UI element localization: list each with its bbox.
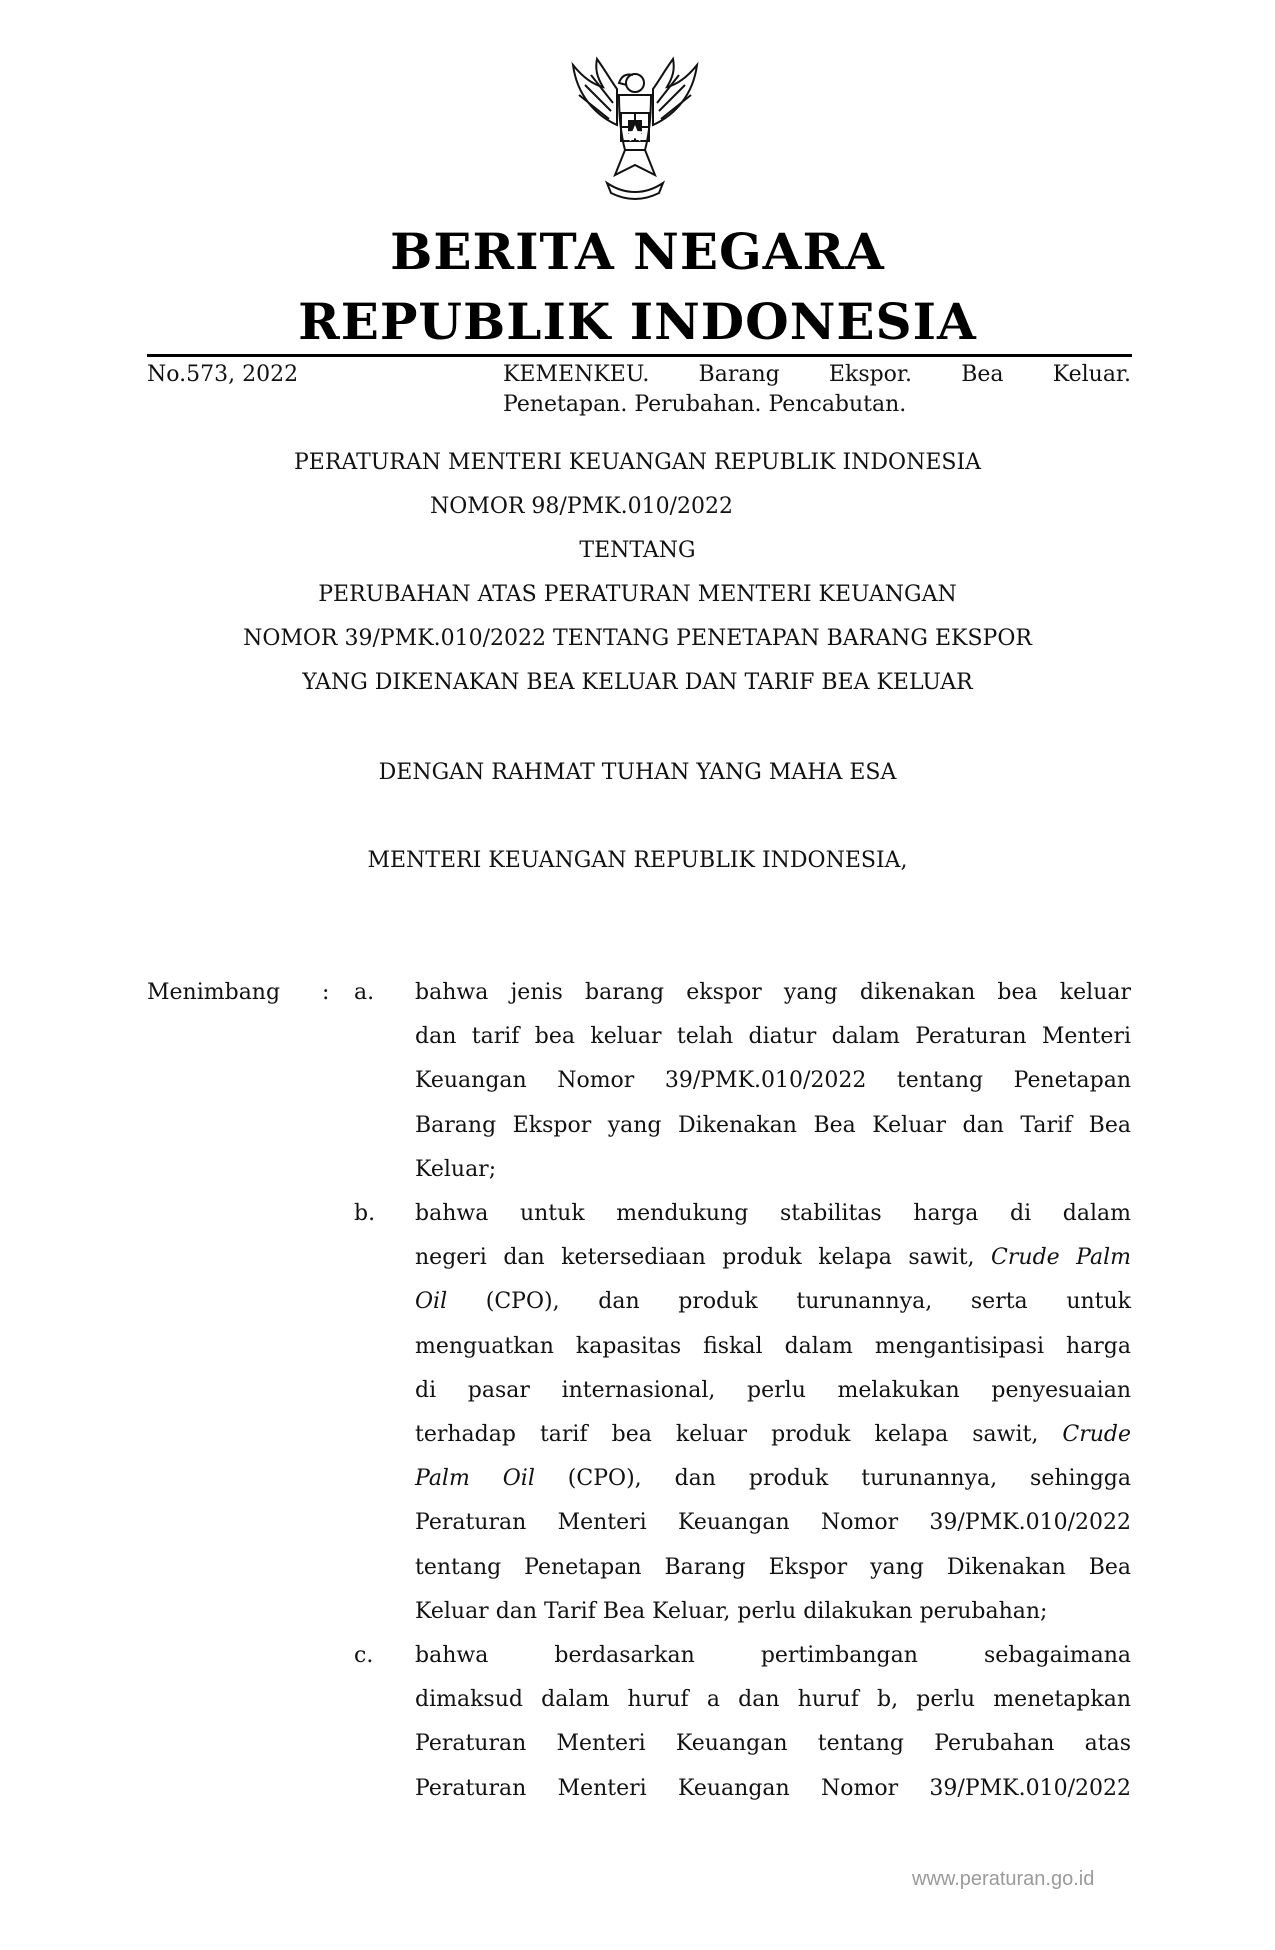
item-b-line: Palm Oil (CPO), dan produk turunannya, sehingga xyxy=(415,1466,1131,1492)
menimbang-colon: : xyxy=(322,980,330,1005)
item-b-line: Peraturan Menteri Keuangan Nomor 39/PMK.010/2022 xyxy=(415,1510,1131,1536)
regulation-subject-line1: PERUBAHAN ATAS PERATURAN MENTERI KEUANGAN xyxy=(318,582,957,607)
item-c-line: dimaksud dalam huruf a dan huruf b, perlu menetapkan xyxy=(415,1687,1131,1713)
regulation-subject-line3: YANG DIKENAKAN BEA KELUAR DAN TARIF BEA KELUAR xyxy=(302,670,973,695)
website-watermark: www.peraturan.go.id xyxy=(912,1868,1095,1890)
item-b-line: terhadap tarif bea keluar produk kelapa sawit, Crude xyxy=(415,1421,1131,1447)
menimbang-label: Menimbang xyxy=(147,980,281,1005)
gazette-subject-line1: KEMENKEU. Barang Ekspor. Bea Keluar. xyxy=(503,362,1132,387)
item-letter-a: a. xyxy=(354,980,375,1005)
item-b-line: bahwa untuk mendukung stabilitas harga di dalam xyxy=(415,1201,1131,1226)
rahmat-line: DENGAN RAHMAT TUHAN YANG MAHA ESA xyxy=(378,760,897,785)
masthead-title: BERITA NEGARA xyxy=(390,222,885,281)
item-a-line: dan tarif bea keluar telah diatur dalam Peraturan Menteri xyxy=(415,1024,1131,1050)
gazette-number: No.573, 2022 xyxy=(147,362,299,387)
item-b-line: Oil (CPO), dan produk turunannya, serta untuk xyxy=(415,1289,1131,1315)
item-a-line: Keuangan Nomor 39/PMK.010/2022 tentang Penetapan xyxy=(415,1068,1131,1094)
item-a-line: Barang Ekspor yang Dikenakan Bea Keluar dan Tarif Bea xyxy=(415,1112,1131,1138)
item-letter-b: b. xyxy=(354,1201,376,1226)
regulation-subject-line2: NOMOR 39/PMK.010/2022 TENTANG PENETAPAN BARANG EKSPOR xyxy=(243,626,1032,651)
item-b-line: menguatkan kapasitas fiskal dalam mengantisipasi harga xyxy=(415,1333,1131,1359)
minister-line: MENTERI KEUANGAN REPUBLIK INDONESIA, xyxy=(367,848,908,873)
regulation-number: NOMOR 98/PMK.010/2022 xyxy=(430,494,733,519)
item-a-line: Keluar; xyxy=(415,1156,497,1182)
item-a-line: bahwa jenis barang ekspor yang dikenakan bea keluar xyxy=(415,980,1131,1005)
item-c-line: bahwa berdasarkan pertimbangan sebagaimana xyxy=(415,1643,1131,1668)
masthead-subtitle: REPUBLIK INDONESIA xyxy=(298,292,977,351)
item-b-line: Keluar dan Tarif Bea Keluar, perlu dilakukan perubahan; xyxy=(415,1598,1048,1624)
item-b-text xyxy=(415,1192,1131,1634)
item-letter-c: c. xyxy=(354,1643,374,1668)
masthead-divider xyxy=(147,354,1132,357)
item-b-line: tentang Penetapan Barang Ekspor yang Dikenakan Bea xyxy=(415,1554,1131,1580)
regulation-title-line1: PERATURAN MENTERI KEUANGAN REPUBLIK INDONESIA xyxy=(293,450,982,475)
item-a-text xyxy=(415,971,1131,1192)
item-b-line: negeri dan ketersediaan produk kelapa sawit, Crude Palm xyxy=(415,1245,1132,1271)
regulation-tentang: TENTANG xyxy=(579,538,696,563)
gazette-subject-line2: Penetapan. Perubahan. Pencabutan. xyxy=(503,392,907,417)
item-c-text xyxy=(415,1634,1131,1811)
item-b-line: di pasar internasional, perlu melakukan penyesuaian xyxy=(415,1377,1131,1403)
item-c-line: Peraturan Menteri Keuangan Nomor 39/PMK.010/2022 xyxy=(415,1775,1131,1801)
item-c-line: Peraturan Menteri Keuangan tentang Perubahan atas xyxy=(415,1731,1131,1757)
garuda-emblem-icon xyxy=(555,55,715,215)
